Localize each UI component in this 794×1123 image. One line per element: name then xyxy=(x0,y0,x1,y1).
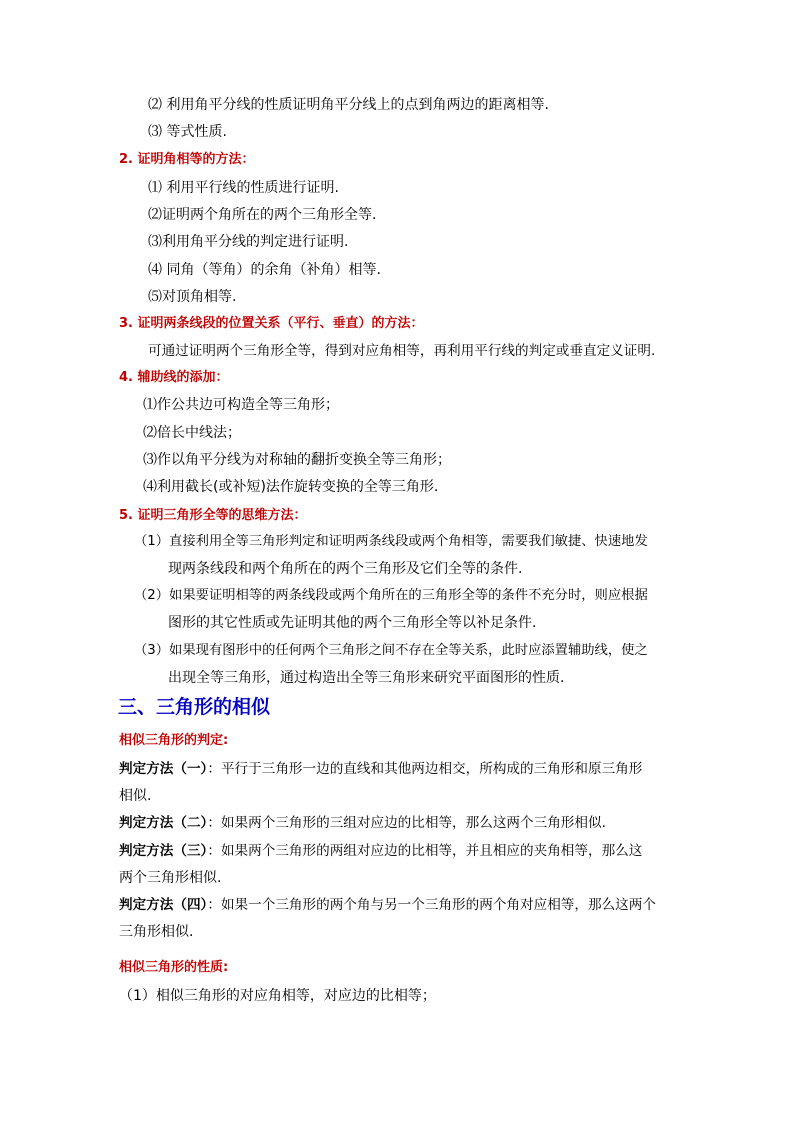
section-heading-segment-position: 3. 证明两条线段的位置关系（平行、垂直）的方法： xyxy=(119,316,424,331)
paragraph: 可通过证明两个三角形全等，得到对应角相等，再利用平行线的判定或垂直定义证明. xyxy=(148,343,656,359)
list-item: ⑴作公共边可构造全等三角形； xyxy=(143,397,339,413)
criterion-4-continuation: 三角形相似. xyxy=(119,924,194,940)
list-item-continuation: 图形的其它性质或先证明其他的两个三角形全等以补足条件. xyxy=(168,615,537,631)
criterion-1-continuation: 相似. xyxy=(119,788,152,804)
criterion-label: 判定方法（四） xyxy=(119,897,208,913)
list-item: （1）直接利用全等三角形判定和证明两条线段或两个角相等，需要我们敏捷、快速地发 xyxy=(134,534,648,549)
criterion-text: ：如果一个三角形的两个角与另一个三角形的两个角对应相等，那么这两个 xyxy=(207,897,656,913)
criterion-2 xyxy=(119,813,606,833)
section-heading-similarity-properties: 相似三角形的性质: xyxy=(119,960,229,975)
list-item: ⑵倍长中线法； xyxy=(143,425,241,441)
criterion-label: 判定方法（二） xyxy=(119,815,208,831)
item-angle-bisector-property: ⑵ 利用角平分线的性质证明角平分线上的点到角两边的距离相等. xyxy=(148,97,549,113)
section-heading-prove-angles-equal: 2. 证明角相等的方法： xyxy=(119,152,255,167)
list-item: （3）如果现有图形中的任何两个三角形之间不存在全等关系，此时应添置辅助线，使之 xyxy=(134,643,648,658)
section-heading-congruence-thinking: 5. 证明三角形全等的思维方法： xyxy=(119,508,307,523)
list-item: ⑶利用角平分线的判定进行证明. xyxy=(148,234,349,250)
criterion-1 xyxy=(119,759,642,779)
criterion-4 xyxy=(119,895,656,915)
list-item: ⑵证明两个角所在的两个三角形全等. xyxy=(148,207,377,223)
list-item-continuation: 现两条线段和两个角所在的两个三角形及它们全等的条件. xyxy=(168,561,523,577)
list-item: ⑷ 同角（等角）的余角（补角）相等. xyxy=(148,262,381,278)
criterion-text: ：如果两个三角形的三组对应边的比相等，那么这两个三角形相似. xyxy=(207,815,606,831)
criterion-text: ：如果两个三角形的两组对应边的比相等，并且相应的夹角相等，那么这 xyxy=(207,843,643,859)
list-item: ⑴ 利用平行线的性质进行证明. xyxy=(148,180,339,196)
section-heading-similarity-criteria: 相似三角形的判定: xyxy=(119,733,229,748)
section-heading-auxiliary-lines: 4. 辅助线的添加： xyxy=(119,370,229,385)
list-item: ⑶作以角平分线为对称轴的翻折变换全等三角形； xyxy=(143,452,451,468)
criterion-3 xyxy=(119,841,642,861)
item-equation-property: ⑶ 等式性质. xyxy=(148,124,227,140)
list-item: （2）如果要证明相等的两条线段或两个角所在的三角形全等的条件不充分时，则应根据 xyxy=(134,588,648,603)
chapter-heading: 三、三角形的相似 xyxy=(118,696,271,718)
criterion-3-continuation: 两个三角形相似. xyxy=(119,870,222,886)
criterion-text: ：平行于三角形一边的直线和其他两边相交，所构成的三角形和原三角形 xyxy=(207,761,643,777)
list-item: ⑷利用截长(或补短)法作旋转变换的全等三角形. xyxy=(143,479,439,495)
list-item: （1）相似三角形的对应角相等，对应边的比相等； xyxy=(119,988,436,1004)
list-item: ⑸对顶角相等. xyxy=(148,289,237,305)
criterion-label: 判定方法（三） xyxy=(119,843,208,859)
criterion-label: 判定方法（一） xyxy=(119,761,208,777)
list-item-continuation: 出现全等三角形，通过构造出全等三角形来研究平面图形的性质. xyxy=(168,670,565,686)
